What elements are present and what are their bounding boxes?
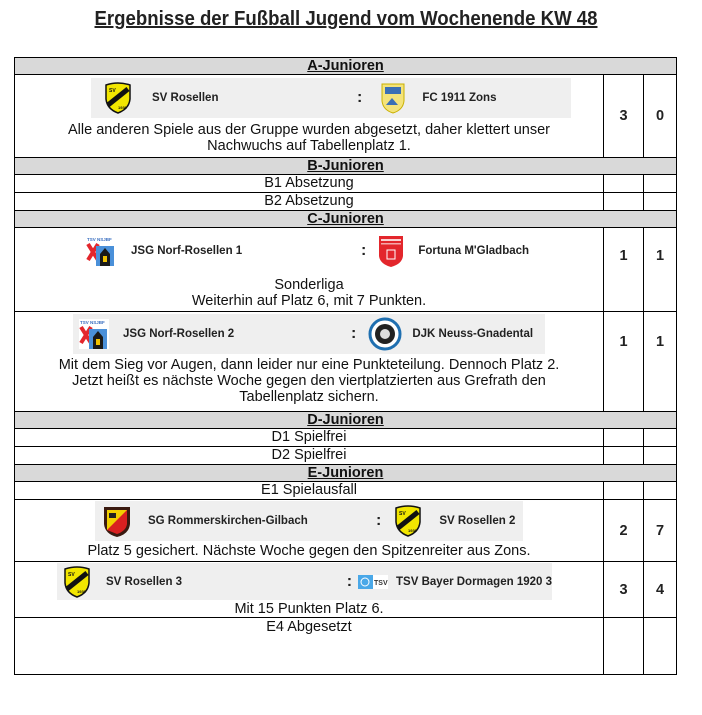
score-away: 1 <box>644 228 677 312</box>
jsg-norf-rosellen-crest-icon <box>77 317 111 351</box>
list-row <box>15 447 677 465</box>
home-team: SV Rosellen <box>152 92 219 104</box>
score-separator: : <box>357 89 363 106</box>
score-home <box>604 447 644 465</box>
section-header-label: E-Junioren <box>15 465 677 482</box>
match-row <box>15 228 677 312</box>
home-team: SV Rosellen 3 <box>106 575 183 588</box>
away-team: SV Rosellen 2 <box>439 515 516 527</box>
section-header-label: A-Junioren <box>15 58 677 75</box>
score-home <box>604 482 644 500</box>
score-away: 4 <box>644 562 677 618</box>
djk-neuss-gnadental-crest-icon <box>368 317 402 351</box>
match-cell <box>15 228 604 312</box>
section-header-b-junioren <box>15 158 677 175</box>
note-line: Mit dem Sieg vor Augen, dann leider nur eine Punkteteilung. Dennoch Platz 2. <box>58 357 560 373</box>
row-text: B1 Absetzung <box>15 175 604 193</box>
section-header-label: B-Junioren <box>15 158 677 175</box>
match-row <box>15 500 677 562</box>
note-line: Platz 5 gesichert. Nächste Woche gegen den Spitzenreiter aus Zons. <box>87 543 531 559</box>
match-cell <box>15 312 604 412</box>
home-team: JSG Norf-Rosellen 1 <box>131 245 243 257</box>
score-away: 1 <box>644 312 677 412</box>
score-home: 2 <box>604 500 644 562</box>
sv-rosellen-crest-icon <box>391 504 425 538</box>
list-row <box>15 429 677 447</box>
score-away <box>644 175 677 193</box>
away-team: FC 1911 Zons <box>422 92 497 104</box>
match-banner <box>80 231 560 271</box>
score-separator: : <box>351 325 357 342</box>
row-text: B2 Absetzung <box>15 193 604 211</box>
score-away <box>644 193 677 211</box>
note-line: Mit 15 Punkten Platz 6. <box>234 601 384 617</box>
score-separator: : <box>376 512 382 529</box>
home-team: SG Rommerskirchen-Gilbach <box>148 515 308 527</box>
away-team: Fortuna M'Gladbach <box>418 245 530 257</box>
section-header-label: D-Junioren <box>15 412 677 429</box>
match-row <box>15 562 677 618</box>
fortuna-mgladbach-crest-icon <box>374 234 408 268</box>
score-away <box>644 482 677 500</box>
match-row <box>15 75 677 158</box>
score-away <box>644 618 677 675</box>
match-banner <box>57 563 552 600</box>
jsg-norf-rosellen-crest-icon <box>84 234 118 268</box>
section-header-a-junioren <box>15 58 677 75</box>
match-cell <box>15 500 604 562</box>
score-away <box>644 447 677 465</box>
tsv-bayer-dormagen-crest-icon <box>356 565 390 599</box>
list-row <box>15 175 677 193</box>
page-title: Ergebnisse der Fußball Jugend vom Wochenende KW 48 <box>94 8 598 30</box>
score-away: 7 <box>644 500 677 562</box>
match-note <box>15 601 603 617</box>
score-home <box>604 193 644 211</box>
results-table <box>14 57 677 675</box>
sv-rosellen-crest-icon <box>60 565 94 599</box>
match-cell <box>15 562 604 618</box>
home-team: JSG Norf-Rosellen 2 <box>123 328 235 340</box>
sg-rommerskirchen-crest-icon <box>100 504 134 538</box>
sv-rosellen-crest-icon <box>101 81 135 115</box>
score-separator: : <box>361 242 367 259</box>
score-home <box>604 175 644 193</box>
note-line: Sonderliga <box>274 277 344 293</box>
note-line: Nachwuchs auf Tabellenplatz 1. <box>207 138 411 154</box>
note-line: Alle anderen Spiele aus der Gruppe wurden abgesetzt, daher klettert unser <box>67 122 551 138</box>
score-away: 0 <box>644 75 677 158</box>
score-home: 3 <box>604 562 644 618</box>
score-separator: : <box>346 572 353 590</box>
section-header-c-junioren <box>15 211 677 228</box>
away-team: DJK Neuss-Gnadental <box>412 328 534 340</box>
row-text: E1 Spielausfall <box>15 482 604 500</box>
section-header-d-junioren <box>15 412 677 429</box>
note-line: Tabellenplatz sichern. <box>239 389 379 405</box>
list-row <box>15 482 677 500</box>
section-header-e-junioren <box>15 465 677 482</box>
match-banner <box>91 78 571 118</box>
note-line: Jetzt heißt es nächste Woche gegen den viertplatzierten aus Grefrath den <box>72 373 546 389</box>
match-note <box>15 122 603 154</box>
score-home: 3 <box>604 75 644 158</box>
row-text: E4 Abgesetzt <box>15 618 604 675</box>
match-row <box>15 312 677 412</box>
list-row <box>15 618 677 675</box>
score-home: 1 <box>604 312 644 412</box>
match-note <box>15 277 603 309</box>
match-cell <box>15 75 604 158</box>
match-banner <box>95 501 523 541</box>
score-away <box>644 429 677 447</box>
match-note <box>15 543 603 559</box>
score-home: 1 <box>604 228 644 312</box>
row-text: D1 Spielfrei <box>15 429 604 447</box>
match-banner <box>73 314 545 354</box>
row-text: D2 Spielfrei <box>15 447 604 465</box>
list-row <box>15 193 677 211</box>
score-home <box>604 618 644 675</box>
fc-zons-crest-icon <box>376 81 410 115</box>
note-line: Weiterhin auf Platz 6, mit 7 Punkten. <box>191 293 427 309</box>
away-team: TSV Bayer Dormagen 1920 3 <box>396 575 552 588</box>
match-note <box>15 357 603 405</box>
section-header-label: C-Junioren <box>15 211 677 228</box>
score-home <box>604 429 644 447</box>
